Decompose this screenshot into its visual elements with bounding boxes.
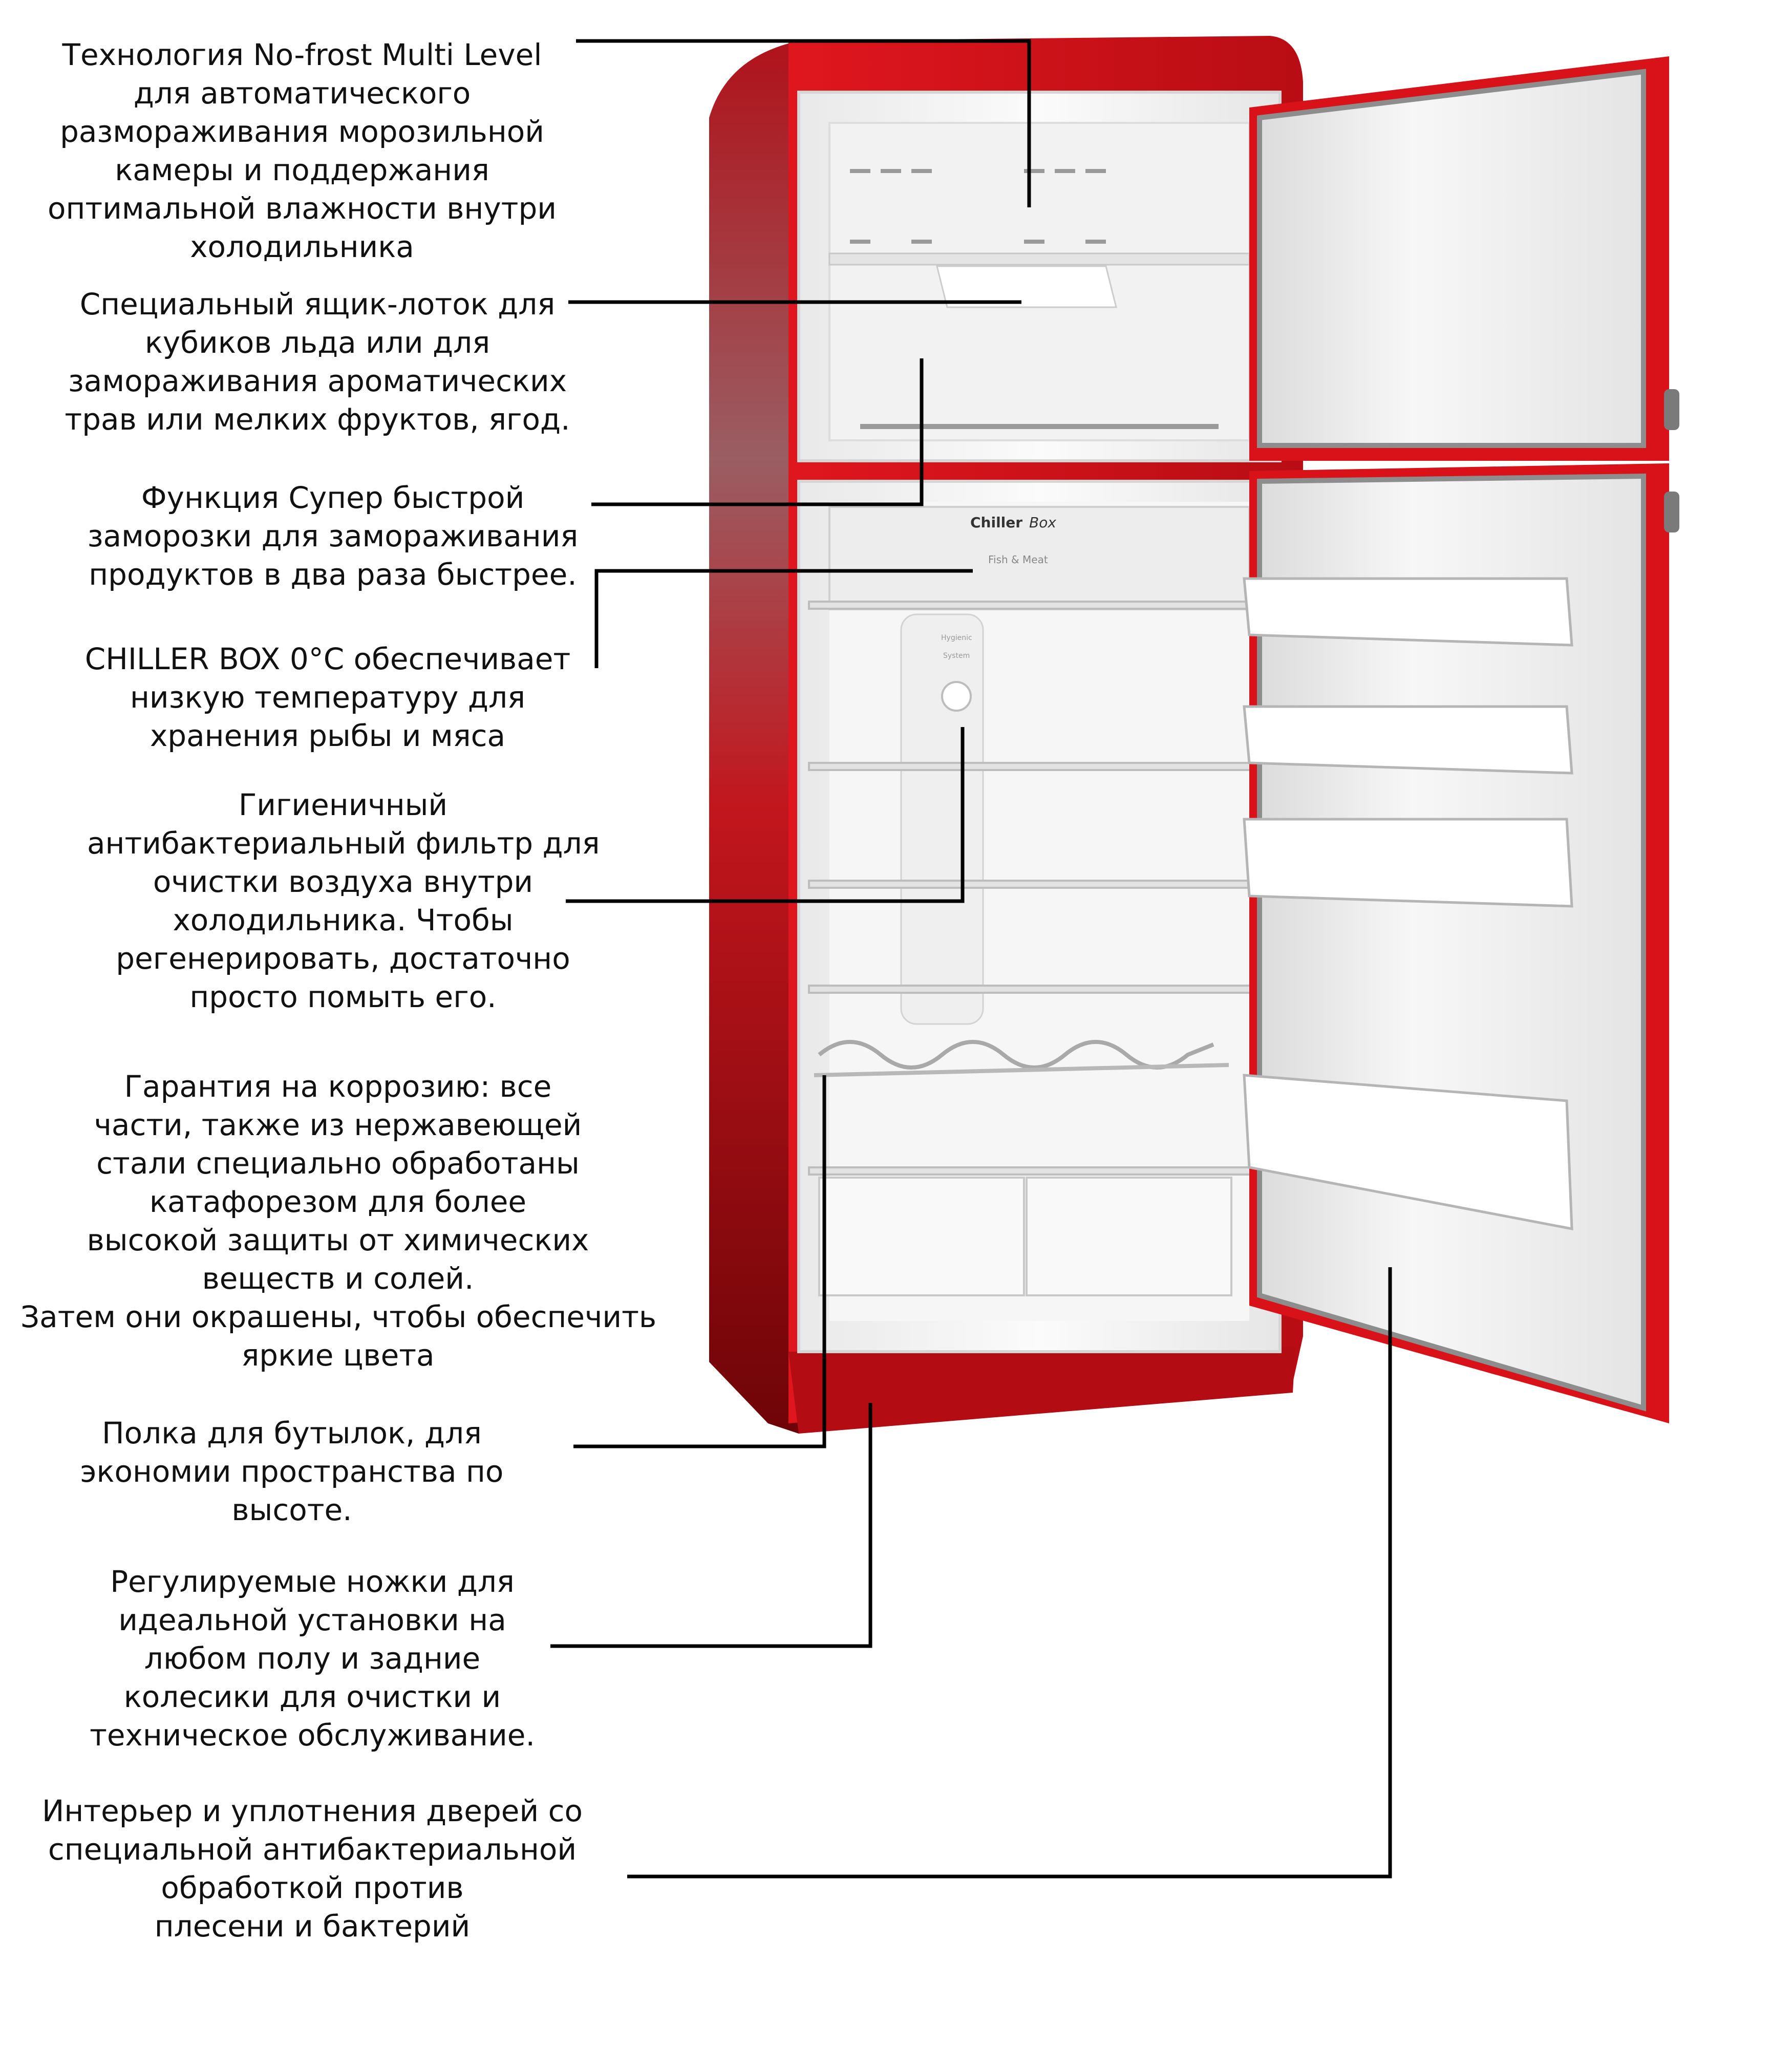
callout-air-filter <box>87 786 599 1016</box>
callout-chiller-box <box>72 640 584 755</box>
air-filter-knob <box>942 682 971 711</box>
fridge-side-panel <box>709 41 799 1434</box>
callout-line: размораживания морозильной <box>60 114 544 149</box>
callout-line: колесики для очистки и <box>123 1679 501 1714</box>
callout-line: части, также из нержавеющей <box>94 1107 582 1142</box>
callout-line: Регулируемые ножки для <box>110 1564 515 1599</box>
callout-line: просто помыть его. <box>189 979 497 1014</box>
callout-line: для автоматического <box>133 76 471 111</box>
callout-line: Гигиеничный <box>238 787 448 822</box>
callout-line: высоте. <box>231 1492 352 1527</box>
callout-no-frost <box>31 36 573 266</box>
callout-line: низкую температуру для <box>130 680 525 715</box>
filter-label: Hygienic <box>941 634 972 642</box>
callout-line: Гарантия на коррозию: все <box>124 1069 552 1104</box>
callout-line: обработкой против <box>161 1870 464 1905</box>
callout-line: хранения рыбы и мяса <box>150 718 506 753</box>
callout-line: холодильника <box>190 229 414 264</box>
chiller-box-label: Chiller <box>970 514 1023 531</box>
callout-line: камеры и поддержания <box>115 153 489 187</box>
callout-line: Полка для бутылок, для <box>102 1416 482 1450</box>
callout-line: Интерьер и уплотнения дверей со <box>42 1794 583 1828</box>
callout-line: регенерировать, достаточно <box>116 941 570 976</box>
callout-bottle-shelf <box>36 1414 548 1529</box>
callout-line: стали специально обработаны <box>96 1146 580 1181</box>
callout-line: плесени и бактерий <box>154 1909 471 1944</box>
air-filter-column <box>901 614 983 1024</box>
callout-ice-tray <box>61 285 573 439</box>
callout-line: идеальной установки на <box>118 1603 506 1637</box>
callout-super-freeze <box>77 479 589 594</box>
callout-line: очистки воздуха внутри <box>153 864 534 899</box>
callout-line: оптимальной влажности внутри <box>48 191 557 226</box>
fridge-plinth <box>788 1347 1295 1434</box>
callout-line: кубиков льда или для <box>144 325 490 360</box>
callout-line: Специальный ящик-лоток для <box>79 287 556 322</box>
freezer-door-liner <box>1260 72 1644 445</box>
callout-line: трав или мелких фруктов, ягод. <box>65 402 570 437</box>
filter-label-2: System <box>943 652 970 660</box>
callout-line: яркие цвета <box>241 1338 435 1373</box>
callout-line: Функция Супер быстрой <box>141 480 525 515</box>
callout-line: продуктов в два раза быстрее. <box>89 557 577 592</box>
freezer-door-handle <box>1664 389 1679 430</box>
callout-line: холодильника. Чтобы <box>173 903 514 937</box>
callout-line: катафорезом для более <box>149 1184 527 1219</box>
callout-line: Затем они окрашены, чтобы обеспечить <box>20 1299 657 1334</box>
freezer-shelf <box>829 253 1249 265</box>
refrigerator <box>709 36 1679 1434</box>
callout-line: замораживания ароматических <box>68 364 567 398</box>
chiller-box-sublabel: Fish & Meat <box>988 553 1048 566</box>
callout-antibacterial-seals <box>36 1792 589 1946</box>
callout-line: Технология No-frost Multi Level <box>62 37 542 72</box>
callout-line: заморозки для замораживания <box>87 519 579 553</box>
callout-line: экономии пространства по <box>80 1454 504 1489</box>
callout-corrosion <box>20 1068 655 1375</box>
callout-line: веществ и солей. <box>202 1261 474 1296</box>
callout-line: высокой защиты от химических <box>87 1223 589 1257</box>
chiller-box-label-2: Box <box>1029 514 1056 531</box>
crisper-drawer-right <box>1027 1178 1231 1295</box>
callout-line: техническое обслуживание. <box>90 1718 535 1753</box>
callout-adjustable-feet <box>56 1563 568 1755</box>
callout-line: любом полу и задние <box>144 1641 481 1676</box>
callout-line: CHILLER BOX 0°C обеспечивает <box>84 642 571 676</box>
fridge-door-handle <box>1664 492 1679 532</box>
callout-line: антибактериальный фильтр для <box>87 826 600 861</box>
leader-line-7 <box>550 1403 870 1646</box>
crisper-drawer-left <box>819 1178 1024 1295</box>
callout-line: специальной антибактериальной <box>48 1832 577 1867</box>
